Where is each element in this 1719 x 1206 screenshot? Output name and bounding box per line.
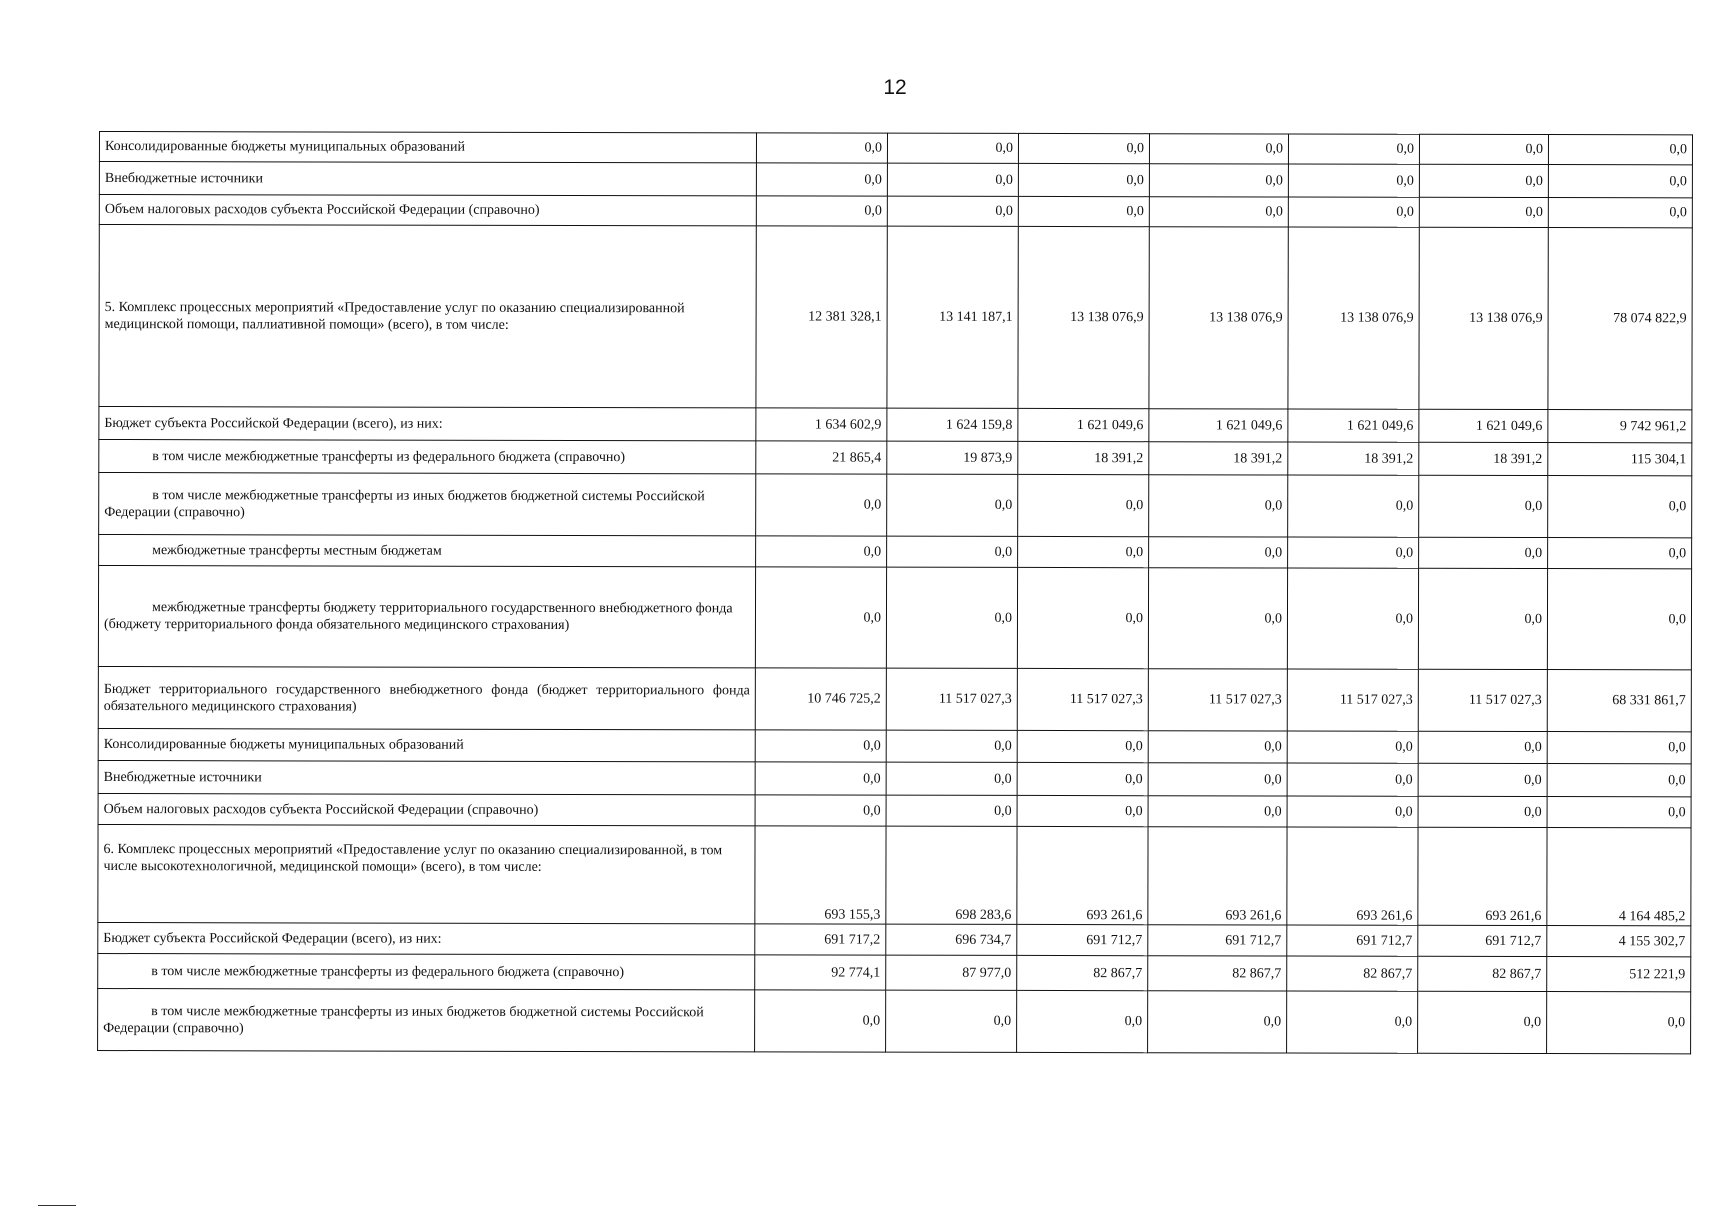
table-row <box>98 988 1691 1053</box>
total-value-cell: 0,0 <box>1548 538 1692 569</box>
year-value-cell: 0,0 <box>887 133 1018 163</box>
year-value-cell: 691 712,7 <box>1418 925 1547 956</box>
year-value-cell: 693 261,6 <box>1017 826 1148 924</box>
year-value-cell: 10 746 725,2 <box>755 668 886 730</box>
year-value-cell: 0,0 <box>755 990 886 1052</box>
total-value-cell: 0,0 <box>1547 764 1691 797</box>
total-value-cell: 4 164 485,2 <box>1547 828 1691 926</box>
row-label <box>99 162 756 196</box>
total-value-cell: 78 074 822,9 <box>1548 228 1692 410</box>
year-value-cell: 11 517 027,3 <box>886 668 1017 730</box>
total-value-cell: 0,0 <box>1548 165 1692 198</box>
year-value-cell: 18 391,2 <box>1288 442 1419 475</box>
year-value-cell: 12 381 328,1 <box>756 226 887 408</box>
total-value-cell: 0,0 <box>1547 569 1691 670</box>
row-label <box>98 760 755 794</box>
year-value-cell: 0,0 <box>1418 763 1547 796</box>
year-value-cell: 11 517 027,3 <box>1418 669 1547 731</box>
year-value-cell: 0,0 <box>1287 568 1418 669</box>
year-value-cell: 0,0 <box>1148 796 1287 827</box>
year-value-cell: 0,0 <box>886 730 1017 762</box>
row-label-text: Консолидированные бюджеты муниципальных образований <box>103 737 464 753</box>
year-value-cell: 1 621 049,6 <box>1018 408 1149 441</box>
year-value-cell: 1 634 602,9 <box>756 408 887 441</box>
year-value-cell: 0,0 <box>1418 991 1547 1053</box>
year-value-cell: 0,0 <box>1018 133 1149 163</box>
year-value-cell: 0,0 <box>755 762 886 795</box>
year-value-cell: 0,0 <box>1287 796 1418 827</box>
year-value-cell: 0,0 <box>1148 731 1287 763</box>
row-label-text: Внебюджетные источники <box>103 769 262 785</box>
total-value-cell: 9 742 961,2 <box>1548 410 1692 443</box>
year-value-cell: 0,0 <box>886 567 1017 668</box>
row-label-text: Консолидированные бюджеты муниципальных образований <box>104 139 466 155</box>
row-label <box>99 440 756 474</box>
row-label-text: Бюджет субъекта Российской Федерации (всего), из них: <box>104 415 443 432</box>
year-value-cell: 0,0 <box>756 133 887 163</box>
total-value-cell: 68 331 861,7 <box>1547 670 1691 732</box>
year-value-cell: 0,0 <box>755 730 886 762</box>
table-row <box>98 760 1691 796</box>
year-value-cell: 0,0 <box>886 762 1017 795</box>
year-value-cell: 82 867,7 <box>1017 955 1148 990</box>
row-label <box>98 793 755 825</box>
year-value-cell: 13 138 076,9 <box>1018 226 1149 408</box>
year-value-cell: 696 734,7 <box>886 924 1017 955</box>
year-value-cell: 0,0 <box>1018 536 1149 567</box>
year-value-cell: 0,0 <box>1287 763 1418 796</box>
year-value-cell: 0,0 <box>756 196 887 226</box>
year-value-cell: 1 624 159,8 <box>887 408 1018 441</box>
year-value-cell: 691 712,7 <box>1148 925 1287 956</box>
total-value-cell: 115 304,1 <box>1548 443 1692 476</box>
year-value-cell: 82 867,7 <box>1148 956 1287 991</box>
year-value-cell: 0,0 <box>887 163 1018 196</box>
year-value-cell: 693 261,6 <box>1148 827 1287 925</box>
year-value-cell: 13 138 076,9 <box>1149 227 1288 409</box>
year-value-cell: 92 774,1 <box>755 955 886 990</box>
year-value-cell: 691 717,2 <box>755 924 886 955</box>
year-value-cell: 0,0 <box>887 196 1018 226</box>
year-value-cell: 1 621 049,6 <box>1288 409 1419 442</box>
table-row <box>99 225 1692 410</box>
total-value-cell: 512 221,9 <box>1547 957 1691 992</box>
row-label-text: Бюджет субъекта Российской Федерации (всего), из них: <box>103 930 442 947</box>
year-value-cell: 0,0 <box>1149 475 1288 537</box>
total-value-cell: 0,0 <box>1548 198 1692 228</box>
year-value-cell: 0,0 <box>1017 762 1148 795</box>
row-label <box>98 566 755 668</box>
row-label <box>98 824 755 923</box>
total-value-cell: 0,0 <box>1547 732 1691 764</box>
year-value-cell: 0,0 <box>1288 475 1419 537</box>
row-label <box>99 535 756 567</box>
table-row <box>98 824 1691 925</box>
table-row <box>98 566 1691 670</box>
table-row <box>99 132 1692 165</box>
year-value-cell: 0,0 <box>1287 991 1418 1053</box>
year-value-cell: 18 391,2 <box>1018 441 1149 474</box>
row-label-text: 5. Комплекс процессных мероприятий «Предоставление услуг по оказанию специализированной медицинской помощи, паллиативной помощи» (всего), в том числе: <box>104 299 685 333</box>
year-value-cell: 0,0 <box>755 567 886 668</box>
year-value-cell: 0,0 <box>1017 567 1148 668</box>
year-value-cell: 0,0 <box>1419 164 1548 197</box>
table-row <box>99 440 1692 476</box>
table-row <box>98 953 1691 991</box>
row-label-text: Внебюджетные источники <box>104 170 263 186</box>
table-row <box>99 473 1692 538</box>
row-label-text: 6. Комплекс процессных мероприятий «Предоставление услуг по оказанию специализированной, в том числе высокотехнологичной, медицинской помощи» (всего), в том числе: <box>103 842 723 875</box>
total-value-cell: 0,0 <box>1548 476 1692 538</box>
row-label <box>98 728 755 761</box>
year-value-cell: 0,0 <box>886 795 1017 826</box>
row-label <box>98 953 755 989</box>
year-value-cell: 0,0 <box>1018 474 1149 536</box>
table-row <box>99 195 1692 228</box>
year-value-cell: 11 517 027,3 <box>1148 669 1287 731</box>
year-value-cell: 0,0 <box>887 474 1018 536</box>
year-value-cell: 0,0 <box>1418 796 1547 827</box>
year-value-cell: 18 391,2 <box>1419 442 1548 475</box>
budget-table <box>97 131 1693 1054</box>
year-value-cell: 11 517 027,3 <box>1287 669 1418 731</box>
year-value-cell: 82 867,7 <box>1418 956 1547 991</box>
year-value-cell: 0,0 <box>1288 197 1419 227</box>
year-value-cell: 0,0 <box>1419 134 1548 164</box>
year-value-cell: 0,0 <box>1017 990 1148 1052</box>
year-value-cell: 11 517 027,3 <box>1017 668 1148 730</box>
year-value-cell: 0,0 <box>886 990 1017 1052</box>
year-value-cell: 0,0 <box>1018 163 1149 196</box>
year-value-cell: 691 712,7 <box>1017 924 1148 955</box>
year-value-cell: 19 873,9 <box>887 441 1018 474</box>
year-value-cell: 0,0 <box>1418 731 1547 763</box>
table-row <box>99 162 1692 198</box>
total-value-cell: 0,0 <box>1547 797 1691 828</box>
row-label-text: Объем налоговых расходов субъекта Российской Федерации (справочно) <box>103 801 539 818</box>
table-row <box>99 535 1692 569</box>
year-value-cell: 693 155,3 <box>755 826 886 924</box>
table-row <box>99 407 1692 443</box>
year-value-cell: 0,0 <box>1149 537 1288 568</box>
year-value-cell: 18 391,2 <box>1149 442 1288 475</box>
row-label-text: межбюджетные трансферты бюджету территориального государственного внебюджетного фонда (бюджету территориального фонда обязательного медицинского страхования) <box>103 600 733 633</box>
year-value-cell: 0,0 <box>1419 537 1548 568</box>
year-value-cell: 0,0 <box>1288 164 1419 197</box>
table-row <box>98 922 1691 956</box>
year-value-cell: 21 865,4 <box>756 441 887 474</box>
year-value-cell: 0,0 <box>1017 730 1148 762</box>
row-label-text: Объем налоговых расходов субъекта Российской Федерации (справочно) <box>104 202 540 218</box>
year-value-cell: 0,0 <box>756 474 887 536</box>
year-value-cell: 1 621 049,6 <box>1149 409 1288 442</box>
year-value-cell: 0,0 <box>1149 164 1288 197</box>
year-value-cell: 0,0 <box>887 536 1018 567</box>
row-label <box>98 988 755 1051</box>
year-value-cell: 0,0 <box>1419 197 1548 227</box>
year-value-cell: 1 621 049,6 <box>1419 409 1548 442</box>
year-value-cell: 0,0 <box>1017 795 1148 826</box>
year-value-cell: 0,0 <box>756 163 887 196</box>
row-label <box>99 407 756 441</box>
row-label-text: в том числе межбюджетные трансферты из федерального бюджета (справочно) <box>151 963 625 980</box>
year-value-cell: 0,0 <box>1148 568 1287 669</box>
year-value-cell: 0,0 <box>1149 197 1288 227</box>
row-label <box>98 666 755 729</box>
year-value-cell: 0,0 <box>1287 731 1418 763</box>
year-value-cell: 0,0 <box>756 536 887 567</box>
row-label-text: Бюджет территориального государственного внебюджетного фонда (бюджет территориального фонда обязательного медицинского страхования) <box>103 681 750 715</box>
row-label <box>98 922 755 954</box>
year-value-cell: 0,0 <box>1288 537 1419 568</box>
year-value-cell: 0,0 <box>1419 475 1548 537</box>
year-value-cell: 0,0 <box>1148 763 1287 796</box>
year-value-cell: 0,0 <box>755 795 886 826</box>
year-value-cell: 693 261,6 <box>1287 827 1418 925</box>
total-value-cell: 0,0 <box>1548 135 1692 165</box>
year-value-cell: 0,0 <box>1148 991 1287 1053</box>
table-row <box>98 728 1691 763</box>
year-value-cell: 13 141 187,1 <box>887 226 1018 408</box>
row-label <box>99 473 756 536</box>
row-label-text: в том числе межбюджетные трансферты из иных бюджетов бюджетной системы Российской Федерации (справочно) <box>104 487 705 520</box>
year-value-cell: 87 977,0 <box>886 955 1017 990</box>
row-label-text: в том числе межбюджетные трансферты из иных бюджетов бюджетной системы Российской Федерации (справочно) <box>103 1003 704 1036</box>
total-value-cell: 0,0 <box>1547 992 1691 1054</box>
total-value-cell: 4 155 302,7 <box>1547 926 1691 957</box>
year-value-cell: 0,0 <box>1149 134 1288 164</box>
year-value-cell: 0,0 <box>1018 196 1149 226</box>
row-label <box>99 225 756 408</box>
year-value-cell: 82 867,7 <box>1287 956 1418 991</box>
year-value-cell: 698 283,6 <box>886 826 1017 924</box>
row-label <box>99 195 756 226</box>
year-value-cell: 13 138 076,9 <box>1419 227 1548 409</box>
row-label-text: в том числе межбюджетные трансферты из федерального бюджета (справочно) <box>152 448 626 465</box>
year-value-cell: 13 138 076,9 <box>1288 227 1419 409</box>
year-value-cell: 693 261,6 <box>1418 827 1547 925</box>
table-row <box>98 666 1691 731</box>
year-value-cell: 691 712,7 <box>1287 925 1418 956</box>
row-label <box>99 132 756 163</box>
year-value-cell: 0,0 <box>1288 134 1419 164</box>
page-number: 12 <box>883 76 907 99</box>
year-value-cell: 0,0 <box>1418 568 1547 669</box>
table-row <box>98 793 1691 827</box>
row-label-text: межбюджетные трансферты местным бюджетам <box>152 542 442 559</box>
